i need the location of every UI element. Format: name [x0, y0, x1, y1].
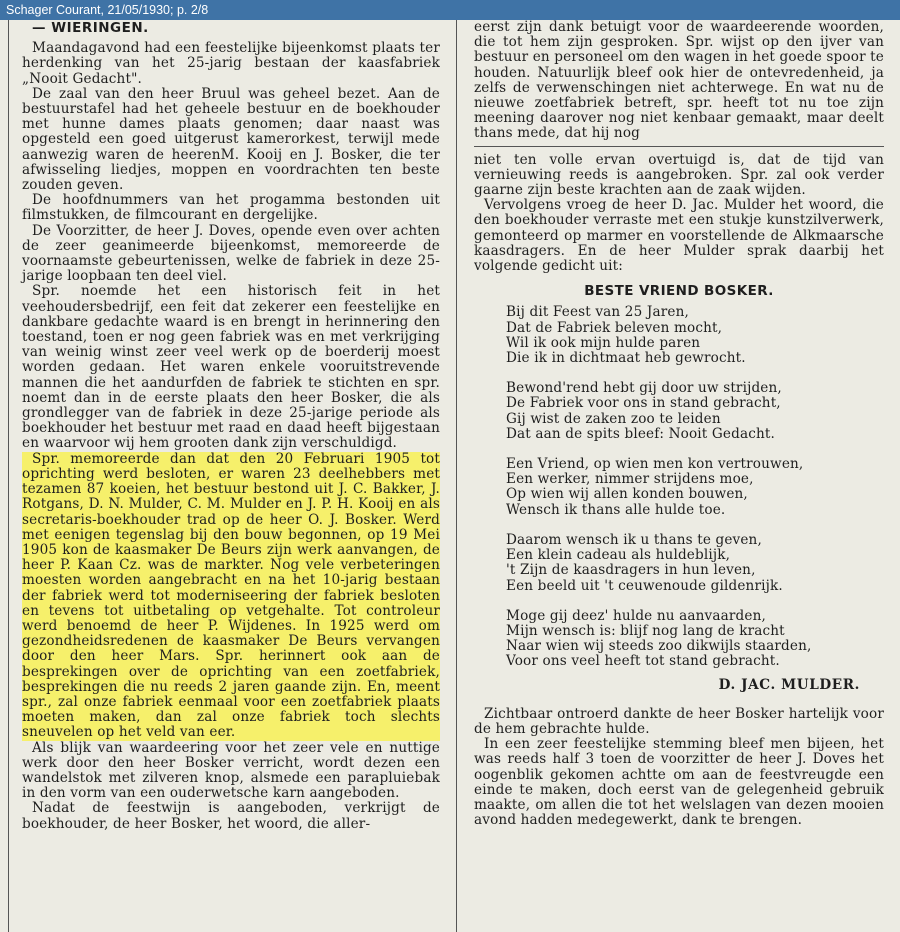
poem-line: 't Zijn de kaasdragers in hun leven,: [506, 562, 756, 579]
poem-line: Bewond'rend hebt gij door uw strijden,: [506, 380, 782, 397]
poem-line: Naar wien wij steeds zoo dikwijls staarden,: [506, 638, 812, 655]
paragraph: Nadat de feestwijn is aangeboden, verkrijgt de boekhouder, de heer Bosker, het woord, die aller-: [22, 800, 440, 832]
section-separator: [474, 146, 884, 147]
poem-line: Een Vriend, op wien men kon vertrouwen,: [506, 456, 804, 473]
paragraph: Zichtbaar ontroerd dankte de heer Bosker hartelijk voor de hem gebrachte hulde.: [474, 705, 884, 737]
document-title: Schager Courant, 21/05/1930; p. 2/8: [0, 0, 900, 20]
paragraph: Spr. noemde het een historisch feit in het veehoudersbedrijf, een feit dat zekerer een feestelijke en dankbare gedachte waard is en brengt in herinnering den toestand, toen er nog geen fabriek was en met verkrijging van weinig winst zeer veel werk op de boerderij moest worden gedaan. Het waren enkele vooruitstrevende mannen die het aandurfden de fabriek te stichten en spr. noemt dan in de eerste plaats den heer Bosker, die als grondlegger van de fabriek in deze 25-jarige periode als boekhouder het bestuur met raad en daad heeft bijgestaan en waarvoor wij hem grooten dank zijn verschuldigd.: [22, 283, 440, 452]
highlighted-paragraph: Spr. memoreerde dan dat den 20 Februari 1905 tot oprichting werd besloten, er waren 23 deelhebbers met tezamen 87 koeien, het bestuur bestond uit J. C. Bakker, J. Rotgans, D. N. Mulder, C. M. Mulder en J. P. H. Kooij en als secretaris-boekhouder trad op de heer O. J. Bosker. Werd met eenigen tegenslag bij den bouw begonnen, op 19 Mei 1905 kon de kaasmaker De Beurs zijn werk aanvangen, de heer P. Kaan Cz. was de markter. Nog vele verbeteringen moesten worden aangebracht en na het 10-jarig bestaan der fabriek werd tot moderniseering der fabriek besloten en tevens tot uitbetaling op vetgehalte. Tot controleur werd benoemd de heer P. Wijdenes. In 1925 werd om gezondheidsredenen de kaasmaker De Beurs vervangen door den heer Mars. Spr. herinnert ook aan de besprekingen over de oprichting van een zoetfabriek, besprekingen die nu reeds 2 jaren gaande zijn. En, meent spr., zal onze fabriek eenmaal voor een zoetfabriek plaats moeten maken, dan zal onze fabriek toch slechts sneuvelen op het veld van eer.: [22, 450, 440, 741]
poem-line: De Fabriek voor ons in stand gebracht,: [506, 395, 781, 412]
paragraph: Maandagavond had een feestelijke bijeenkomst plaats ter herdenking van het 25-jarig bestaan der kaasfabriek „Nooit Gedacht".: [22, 40, 440, 87]
poem-line: Op wien wij allen konden bouwen,: [506, 486, 748, 503]
poem-line: Moge gij deez' hulde nu aanvaarden,: [506, 607, 766, 624]
newspaper-page: [0, 20, 900, 932]
column-divider: [456, 20, 457, 932]
poem-stanza: [506, 381, 884, 442]
poem-line: Bij dit Feest van 25 Jaren,: [506, 304, 689, 321]
poem-signature: D. JAC. MULDER.: [718, 676, 860, 693]
left-column: [22, 20, 440, 932]
poem-line: Voor ons veel heeft tot stand gebracht.: [506, 653, 780, 670]
poem-line: Die ik in dichtmaat heb gewrocht.: [506, 350, 746, 367]
poem-line: Daarom wensch ik u thans te geven,: [506, 531, 762, 548]
left-column-rule: [8, 20, 9, 932]
poem-stanza: [506, 305, 884, 366]
continued-paragraph: eerst zijn dank betuigt voor de waardeerende woorden, die tot hem zijn gesproken. Spr. wijst op den ijver van bestuur en personeel om den wagen in het goede spoor te houden. Natuurlijk bleef ook hier de ontevredenheid, ja zelfs de verwenschingen niet achterwege. En wat nu de nieuwe zoetfabriek betreft, spr. heeft tot nu toe zijn meening daarover nog niet kenbaar gemaakt, maar deelt thans mede, dat hij nog: [474, 19, 884, 142]
paragraph: De Voorzitter, de heer J. Doves, opende even over achten de zeer geanimeerde bijeenkomst, memoreerde de voornaamste gebeurtenissen, welke de fabriek in deze 25-jarige loopbaan ten deel viel.: [22, 222, 440, 285]
poem-stanza: [506, 533, 884, 594]
paragraph: Vervolgens vroeg de heer D. Jac. Mulder het woord, die den boekhouder verraste met een stukje kunstzilverwerk, gemonteerd op marmer en voorstellende de Alkmaarsche kaasdragers. En de heer Mulder sprak daarbij het volgende gedicht uit:: [474, 197, 884, 275]
poem-line: Een beeld uit 't ceuwenoude gildenrijk.: [506, 577, 783, 594]
paragraph: De hoofdnummers van het progamma bestonden uit filmstukken, de filmcourant en dergelijke.: [22, 192, 440, 224]
poem-line: Een klein cadeau als huldeblijk,: [506, 547, 731, 564]
right-column: [474, 20, 884, 932]
paragraph: De zaal van den heer Bruul was geheel bezet. Aan de bestuurstafel had het geheele bestuur en de boekhouder met hunne dames plaats genomen; daar naast was opgesteld een goed uitgerust kamerorkest, terwijl mede aanwezig waren de heerenM. Kooij en J. Bosker, die ter afwisseling liedjes, moppen en voordrachten ten beste zouden geven.: [22, 85, 440, 194]
section-heading: — WIERINGEN.: [32, 20, 149, 36]
paragraph: niet ten volle ervan overtuigd is, dat de tijd van vernieuwing reeds is aangebroken. Spr. zal ook verder gaarne zijn beste krachten aan de zaak wijden.: [474, 151, 884, 199]
poem-line: Een werker, nimmer strijdens moe,: [506, 471, 754, 488]
poem-stanza: [506, 457, 884, 518]
poem-line: Gij wist de zaken zoo te leiden: [506, 410, 721, 427]
poem-stanza: [506, 609, 884, 670]
paragraph: In een zeer feestelijke stemming bleef men bijeen, het was reeds half 3 toen de voorzitter de heer J. Doves het oogenblik gekomen achtte om aan de feestvreugde een einde te maken, doch eerst van de gelegenheid gebruik maakte, om allen die tot het welslagen van dezen mooien avond hadden medegewerkt, dank te brengen.: [474, 736, 884, 829]
paragraph: Als blijk van waardeering voor het zeer vele en nuttige werk door den heer Bosker verricht, wordt dezen een wandelstok met zilveren knop, alsmede een parapluiebak in den vorm van een ouderwetsche karn aangeboden.: [22, 739, 440, 802]
poem-line: Dat de Fabriek beleven mocht,: [506, 319, 723, 336]
poem-line: Wensch ik thans alle hulde toe.: [506, 501, 726, 518]
poem-line: Mijn wensch is: blijf nog lang de kracht: [506, 622, 785, 639]
poem-title: BESTE VRIEND BOSKER.: [584, 283, 774, 300]
poem-line: Wil ik ook mijn hulde paren: [506, 334, 701, 351]
poem-line: Dat aan de spits bleef: Nooit Gedacht.: [506, 425, 775, 442]
